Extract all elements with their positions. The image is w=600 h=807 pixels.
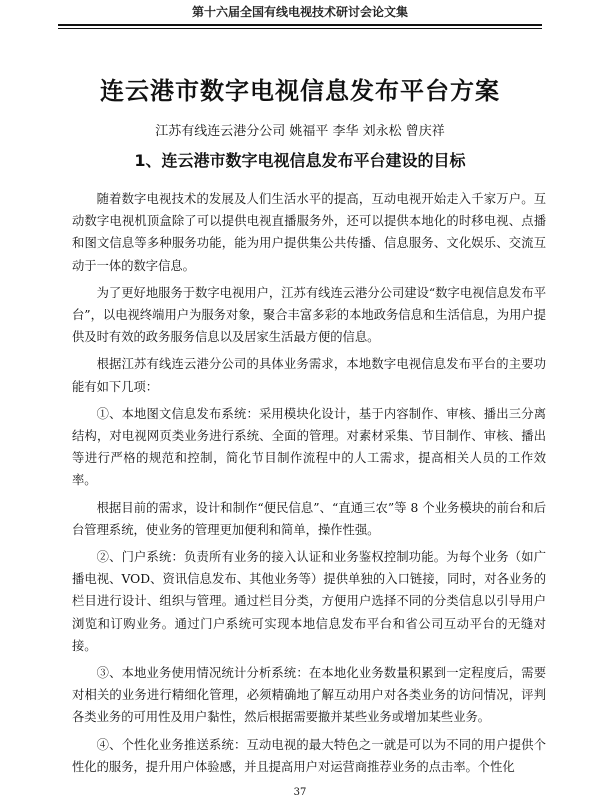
author-line: 江苏有线连云港分公司 姚福平 李华 刘永松 曾庆祥 [155, 124, 445, 139]
paragraph-item-3: ③、本地业务使用情况统计分析系统：在本地化业务数量积累到一定程度后，需要对相关的业务进行精细化管理，必须精确地了解互动用户对各类业务的访问情况，评判各类业务的可用性及用户黏性，然后根据需要撤并某些业务或增加某些业务。 [72, 666, 546, 725]
paragraph-functions: 根据江苏有线连云港分公司的具体业务需求，本地数字电视信息发布平台的主要功能有如下几项： [72, 357, 546, 394]
paragraph-item-1-detail: 根据目前的需求，设计和制作“便民信息”、“直通三农”等 8 个业务模块的前台和后台管理系统，使业务的管理更加便利和简单，操作性强。 [72, 500, 546, 537]
paragraph-purpose: 为了更好地服务于数字电视用户，江苏有线连云港分公司建设“数字电视信息发布平台”，以电视终端用户为服务对象，聚合丰富多彩的本地政务信息和生活信息，为用户提供及时有效的政务服务信息以及居家生活最方便的信息。 [72, 285, 546, 345]
running-header: 第十六届全国有线电视技术研讨会论文集 [191, 5, 408, 19]
paragraph-item-2: ②、门户系统：负责所有业务的接入认证和业务鉴权控制功能。为每个业务（如广播电视、VOD、资讯信息发布、其他业务等）提供单独的入口链接，同时，对各业务的栏目进行设计、组织与管理。通过栏目分类，方便用户选择不同的分类信息以引导用户浏览和订购业务。通过门户系统可实现本地信息发布平台和省公司互动平台的无缝对接。 [72, 550, 546, 653]
paragraph-item-1: ①、本地图文信息发布系统：采用模块化设计，基于内容制作、审核、播出三分离结构，对电视网页类业务进行系统、全面的管理。对素材采集、节目制作、审核、播出等进行严格的规范和控制，简化节目制作流程中的人工需求，提高相关人员的工作效率。 [72, 406, 546, 488]
article-title: 连云港市数字电视信息发布平台方案 [100, 77, 500, 105]
article-body [72, 188, 546, 783]
page-number: 37 [293, 787, 307, 798]
header-rule-thin [58, 28, 542, 29]
paragraph-intro: 随着数字电视技术的发展及人们生活水平的提高，互动电视开始走入千家万户。互动数字电视机顶盒除了可以提供电视直播服务外，还可以提供本地化的时移电视、点播和图文信息等多种服务功能，能为用户提供集公共传播、信息服务、文化娱乐、交流互动于一体的数字信息。 [72, 192, 546, 273]
header-rule-thick [58, 24, 542, 26]
paragraph-item-4: ④、个性化业务推送系统：互动电视的最大特色之一就是可以为不同的用户提供个性化的服务，提升用户体验感，并且提高用户对运营商推荐业务的点击率。个性化 [72, 737, 546, 774]
section-heading: 1、连云港市数字电视信息发布平台建设的目标 [134, 151, 466, 170]
